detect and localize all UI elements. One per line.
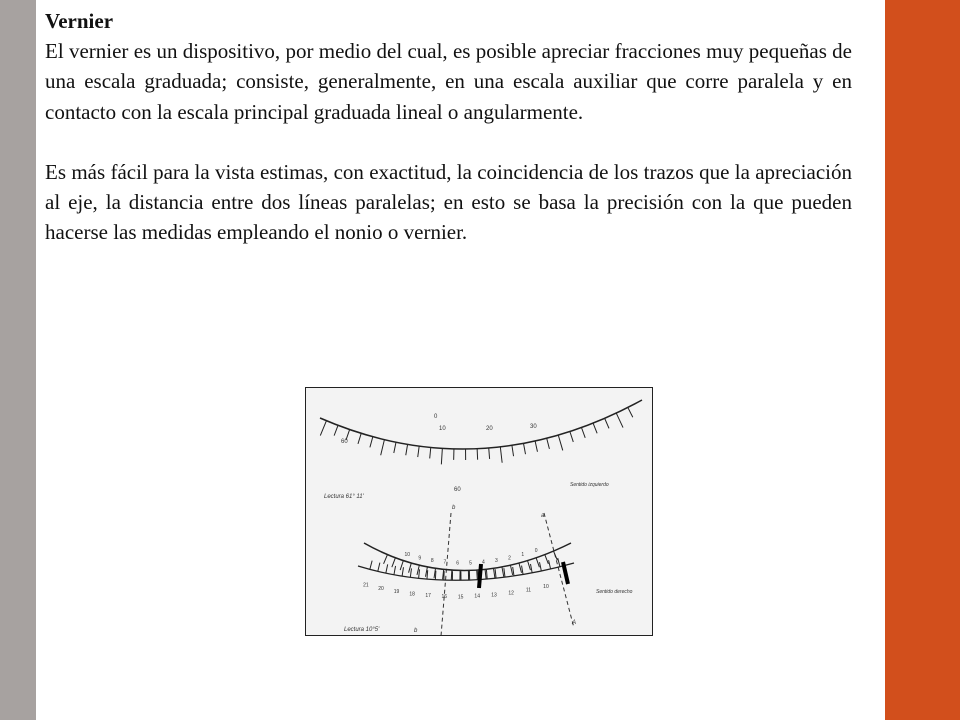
upper-tick [512,445,514,456]
lower-vernier-tick [435,571,436,580]
lower-vernier-label: 17 [425,593,431,600]
lower-vernier-tick [530,564,532,573]
lower-main-label: 7 [443,559,447,566]
upper-tick [524,443,526,454]
lower-main-label: 9 [418,555,422,562]
paragraph-2: Es más fácil para la vista estimas, con exactitud, la coincidencia de los trazos que la apreciación al eje, la distancia entre dos líneas paralelas; en esto se basa la precisión con la que pueden hacerse las medidas empleando el nonio o vernier. [45,159,852,245]
guide-line-a [544,513,577,628]
lower-vernier-label: 18 [409,591,415,598]
lower-main-label: 5 [469,560,472,567]
paragraph-spacer [45,127,852,157]
lower-vernier-label: 11 [525,587,532,594]
lower-vernier-tick [410,568,411,577]
upper-tick [320,421,326,436]
marker-a-top: a [541,513,545,519]
lower-vernier-label: 14 [474,593,480,600]
lower-vernier-labels [363,582,549,600]
lower-main-tick [519,563,522,573]
lower-main-tick [553,551,557,560]
lower-main-label: 2 [508,555,511,562]
upper-tick [558,435,562,450]
upper-tick [334,425,338,435]
upper-label-20: 20 [486,426,493,432]
upper-tick [381,440,385,456]
lower-vernier-tick [370,561,372,570]
upper-direction-label: Sentido izquierdo [570,482,609,488]
right-accent-bar [885,0,960,720]
lower-vernier-arc [358,563,574,580]
lower-vernier-label: 16 [441,594,448,601]
upper-tick [535,441,537,452]
marker-a-bottom: A [572,620,577,626]
lower-vernier-tick [558,558,560,567]
lower-main-tick [477,570,478,580]
lower-vernier-label: 20 [378,586,384,593]
lower-vernier-label: 12 [508,590,514,597]
lower-vernier-tick [549,560,551,569]
upper-tick [581,428,585,438]
marker-b-bottom: b [414,628,418,634]
lower-main-tick [545,555,549,564]
upper-tick [358,433,361,444]
lower-main-tick [536,558,539,567]
lower-vernier-tick [522,566,523,575]
slide-content [45,6,852,248]
vernier-diagram-svg [306,388,652,635]
upper-tick [547,438,550,449]
upper-label-10: 10 [439,426,446,432]
upper-tick [570,431,573,441]
lower-main-tick [510,565,512,575]
lower-vernier-tick [486,570,487,579]
lower-main-label: 3 [495,557,498,564]
lower-vernier-tick [386,564,388,573]
lower-main-label: 8 [430,557,434,564]
upper-tick [394,442,396,453]
lower-main-tick [392,558,396,567]
lower-main-label: 6 [456,560,460,567]
lower-vernier-label: 10 [543,584,549,591]
upper-tick [430,447,431,458]
upper-label-60-left: 60 [341,439,348,445]
lower-main-label: 0 [534,547,538,554]
slide-title: Vernier [45,9,114,33]
marker-b-top: b [452,505,456,511]
lower-main-tick [384,555,388,564]
upper-label-0: 0 [434,414,438,420]
paragraph-1: El vernier es un dispositivo, por medio del cual, es posible apreciar fracciones muy pequeñas de una escala graduada; consiste, generalmente, en una escala auxiliar que corre paralela y en contacto con la escala principal graduada lineal o angularmente. [45,39,852,124]
upper-tick [605,418,609,428]
upper-tick [441,448,442,464]
upper-vernier-label-60: 60 [454,487,461,493]
upper-tick [489,448,490,459]
lower-main-label: 1 [521,551,525,558]
coincidence-mark-left [479,564,481,588]
upper-tick [616,413,623,427]
lower-vernier-tick [419,569,420,578]
lower-main-tick [451,570,452,580]
upper-label-30: 30 [530,424,537,430]
upper-tick [593,423,597,433]
lower-vernier-label: 15 [457,594,464,601]
lower-main-label: 10 [404,551,411,558]
lower-direction-label: Sentido derecho [596,589,633,595]
lower-reading-label: Lectura 10°5' [344,627,380,633]
upper-tick [628,407,633,417]
lower-main-tick [528,561,531,571]
upper-tick [500,447,502,463]
upper-reading-label: Lectura 61° 11' [324,494,364,500]
guide-line-b [441,513,451,635]
left-accent-bar [0,0,36,720]
lower-vernier-tick [402,567,403,576]
lower-main-tick [485,569,486,579]
vernier-diagram [305,387,653,636]
lower-vernier-tick [540,562,542,571]
lower-vernier-label: 19 [393,589,400,596]
lower-vernier-label: 21 [363,582,369,589]
lower-vernier-tick [394,566,396,575]
lower-vernier-tick [495,569,496,578]
lower-vernier-tick [427,570,428,579]
upper-tick [406,444,408,455]
lower-main-label: 4 [482,559,485,566]
lower-vernier-tick [378,563,380,572]
upper-tick [418,446,419,457]
lower-vernier-label: 13 [491,592,497,599]
upper-tick [370,437,373,448]
